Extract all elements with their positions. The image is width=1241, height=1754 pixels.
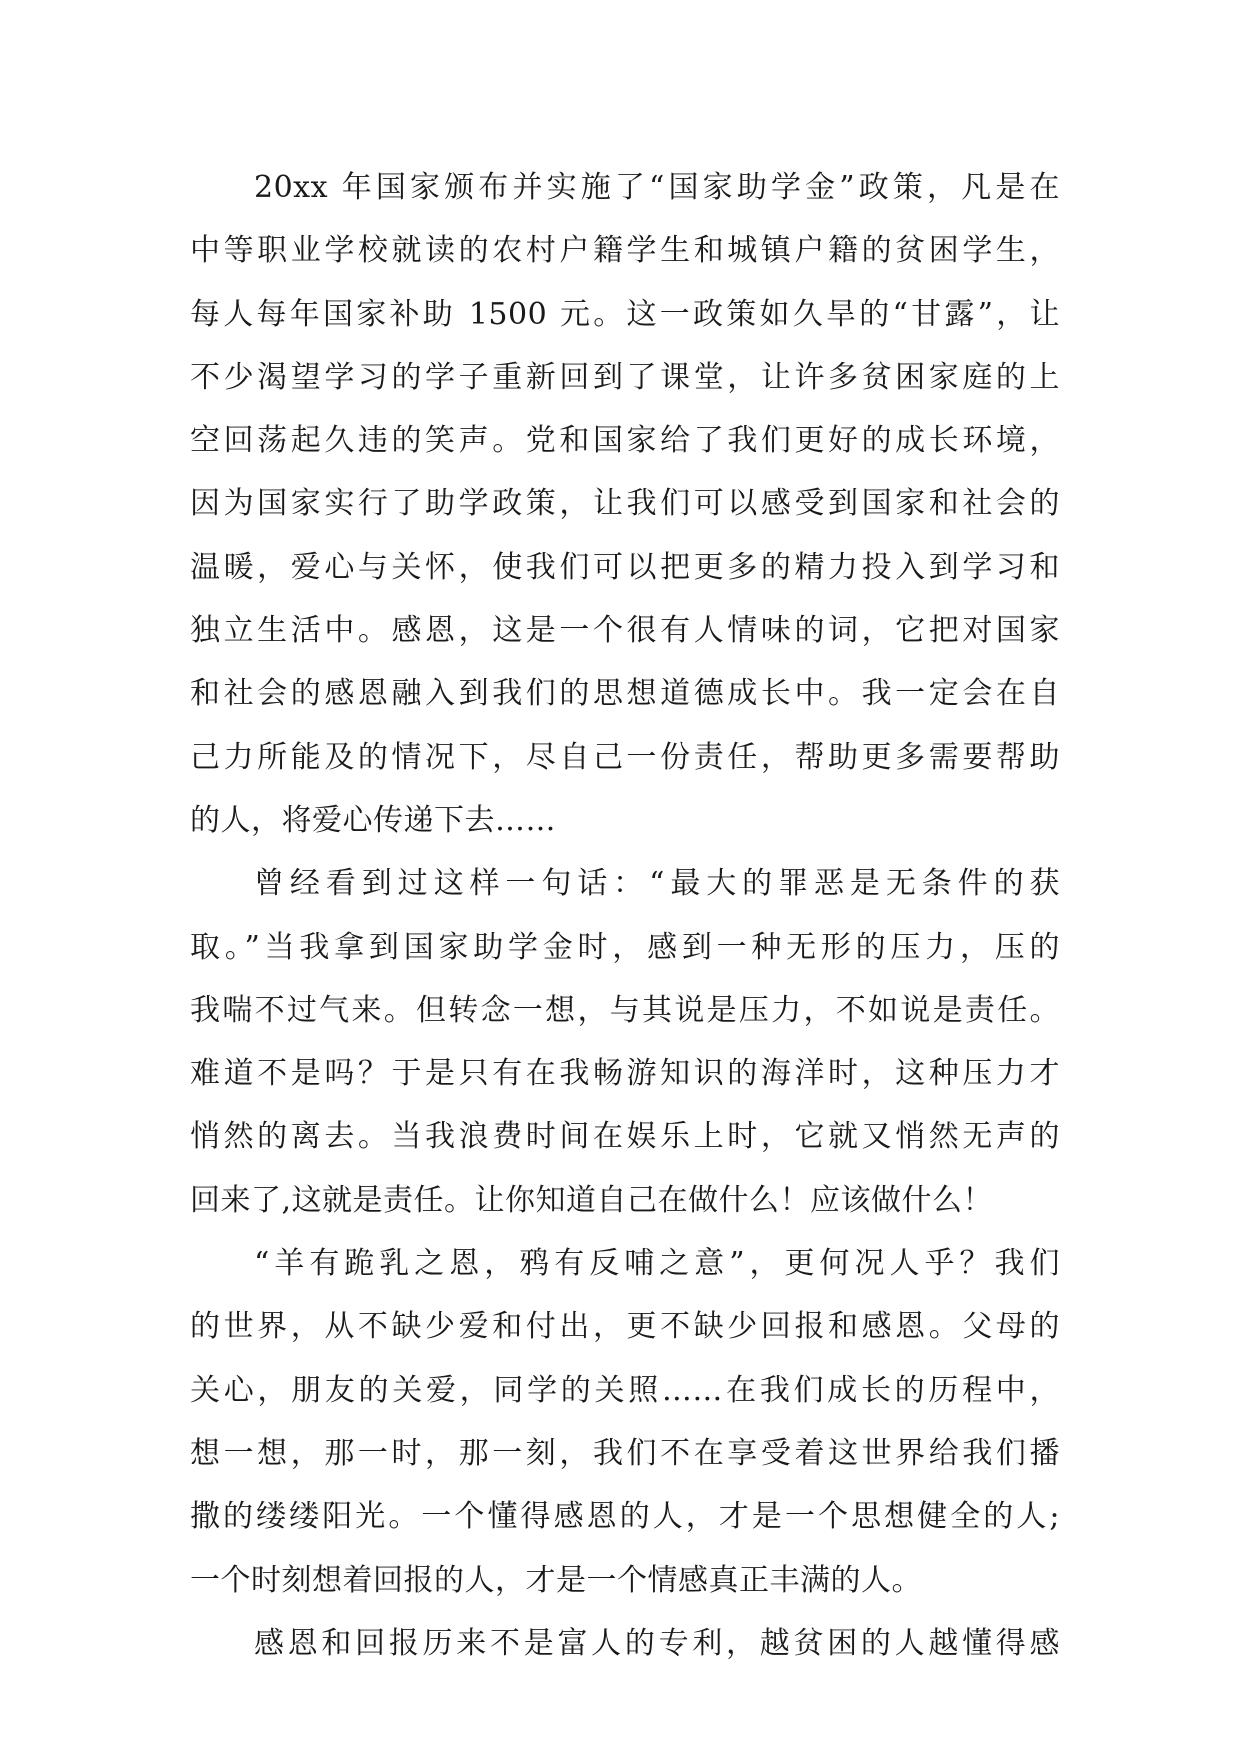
paragraph-3-line: 的世界，从不缺少爱和付出，更不缺少回报和感恩。父母的 — [190, 1309, 1060, 1345]
paragraph-1-line: 温暖，爱心与关怀，使我们可以把更多的精力投入到学习和 — [190, 549, 1060, 585]
paragraph-3-line: 想一想，那一时，那一刻，我们不在享受着这世界给我们播 — [190, 1435, 1060, 1471]
paragraph-3-line: “羊有跪乳之恩，鸦有反哺之意”，更何况人乎？我们 — [254, 1246, 1060, 1282]
paragraph-1-line: 和社会的感恩融入到我们的思想道德成长中。我一定会在自 — [190, 676, 1060, 712]
paragraph-2-line: 我喘不过气来。但转念一想，与其说是压力，不如说是责任。 — [190, 992, 1060, 1028]
paragraph-1-line: 因为国家实行了助学政策，让我们可以感受到国家和社会的 — [190, 486, 1060, 522]
paragraph-1-line: 每人每年国家补助 1500 元。这一政策如久旱的“甘露”，让 — [190, 296, 1060, 332]
paragraph-1-line: 不少渴望学习的学子重新回到了课堂，让许多贫困家庭的上 — [190, 359, 1060, 395]
paragraph-3-line: 一个时刻想着回报的人，才是一个情感真正丰满的人。 — [190, 1562, 922, 1598]
paragraph-1-line: 空回荡起久违的笑声。党和国家给了我们更好的成长环境， — [190, 423, 1060, 459]
paragraph-1-line: 中等职业学校就读的农村户籍学生和城镇户籍的贫困学生， — [190, 233, 1060, 269]
paragraph-1-line: 独立生活中。感恩，这是一个很有人情味的词，它把对国家 — [190, 613, 1060, 649]
paragraph-2-line: 难道不是吗？于是只有在我畅游知识的海洋时，这种压力才 — [190, 1056, 1060, 1092]
paragraph-3-line: 关心，朋友的关爱，同学的关照……在我们成长的历程中， — [190, 1372, 1060, 1408]
paragraph-2-line: 悄然的离去。当我浪费时间在娱乐上时，它就又悄然无声的 — [190, 1119, 1060, 1155]
paragraph-3-line: 撒的缕缕阳光。一个懂得感恩的人，才是一个思想健全的人; — [190, 1499, 1060, 1535]
paragraph-2-line: 取。”当我拿到国家助学金时，感到一种无形的压力，压的 — [190, 929, 1060, 965]
paragraph-2-line: 曾经看到过这样一句话：“最大的罪恶是无条件的获 — [254, 866, 1060, 902]
document-body — [190, 156, 1060, 1675]
paragraph-1-line: 20xx 年国家颁布并实施了“国家助学金”政策，凡是在 — [254, 170, 1060, 205]
paragraph-4-line: 感恩和回报历来不是富人的专利，越贫困的人越懂得感 — [254, 1625, 1060, 1661]
paragraph-2-line: 回来了,这就是责任。让你知道自己在做什么！应该做什么！ — [190, 1182, 994, 1218]
paragraph-1-line: 的人，将爱心传递下去…… — [190, 802, 556, 838]
paragraph-1-line: 己力所能及的情况下，尽自己一份责任，帮助更多需要帮助 — [190, 739, 1060, 775]
